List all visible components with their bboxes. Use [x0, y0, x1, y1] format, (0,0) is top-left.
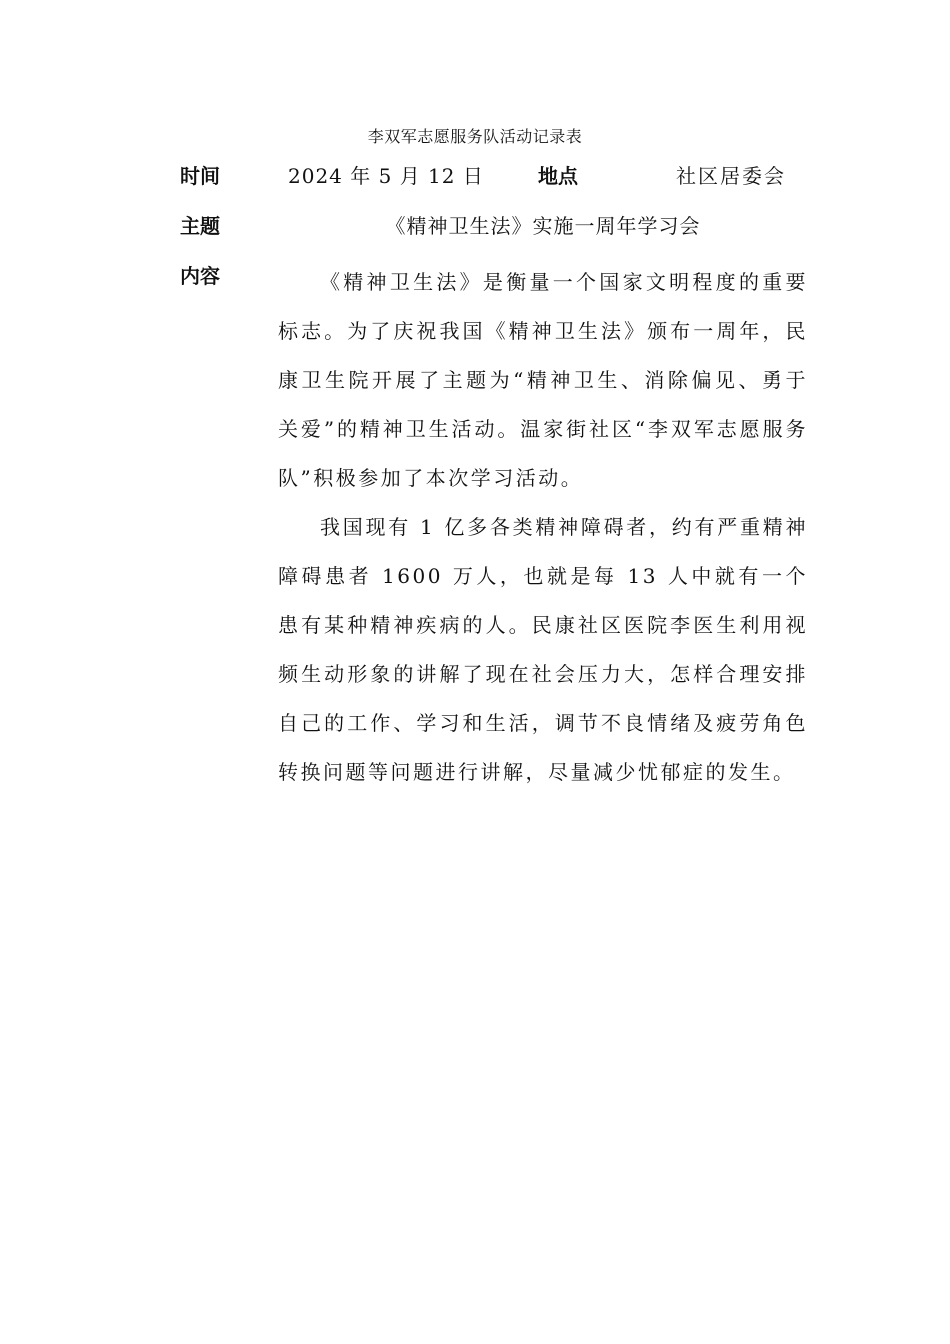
time-value: 2024 年 5 月 12 日	[288, 164, 484, 188]
document-title: 李双军志愿服务队活动记录表	[367, 127, 583, 146]
content-paragraph-1: 《精神卫生法》是衡量一个国家文明程度的重要标志。为了庆祝我国《精神卫生法》颁布一周年，民康卫生院开展了主题为“精神卫生、消除偏见、勇于关爱”的精神卫生活动。温家街社区“李双军志愿服务队”积极参加了本次学习活动。	[278, 270, 808, 490]
place-value: 社区居委会	[676, 164, 786, 188]
place-label: 地点	[538, 164, 578, 188]
theme-label: 主题	[180, 214, 220, 238]
time-label: 时间	[180, 164, 220, 188]
theme-value: 《精神卫生法》实施一周年学习会	[385, 214, 701, 238]
content-paragraph-2: 我国现有 1 亿多各类精神障碍者，约有严重精神障碍患者 1600 万人，也就是每 13 人中就有一个患有某种精神疾病的人。民康社区医院李医生利用视频生动形象的讲解了现在社会压力大，怎样合理安排自己的工作、学习和生活，调节不良情绪及疲劳角色转换问题等问题进行讲解，尽量减少忧郁症的发生。	[278, 515, 808, 784]
content-label: 内容	[180, 264, 220, 288]
content-body	[278, 258, 808, 797]
